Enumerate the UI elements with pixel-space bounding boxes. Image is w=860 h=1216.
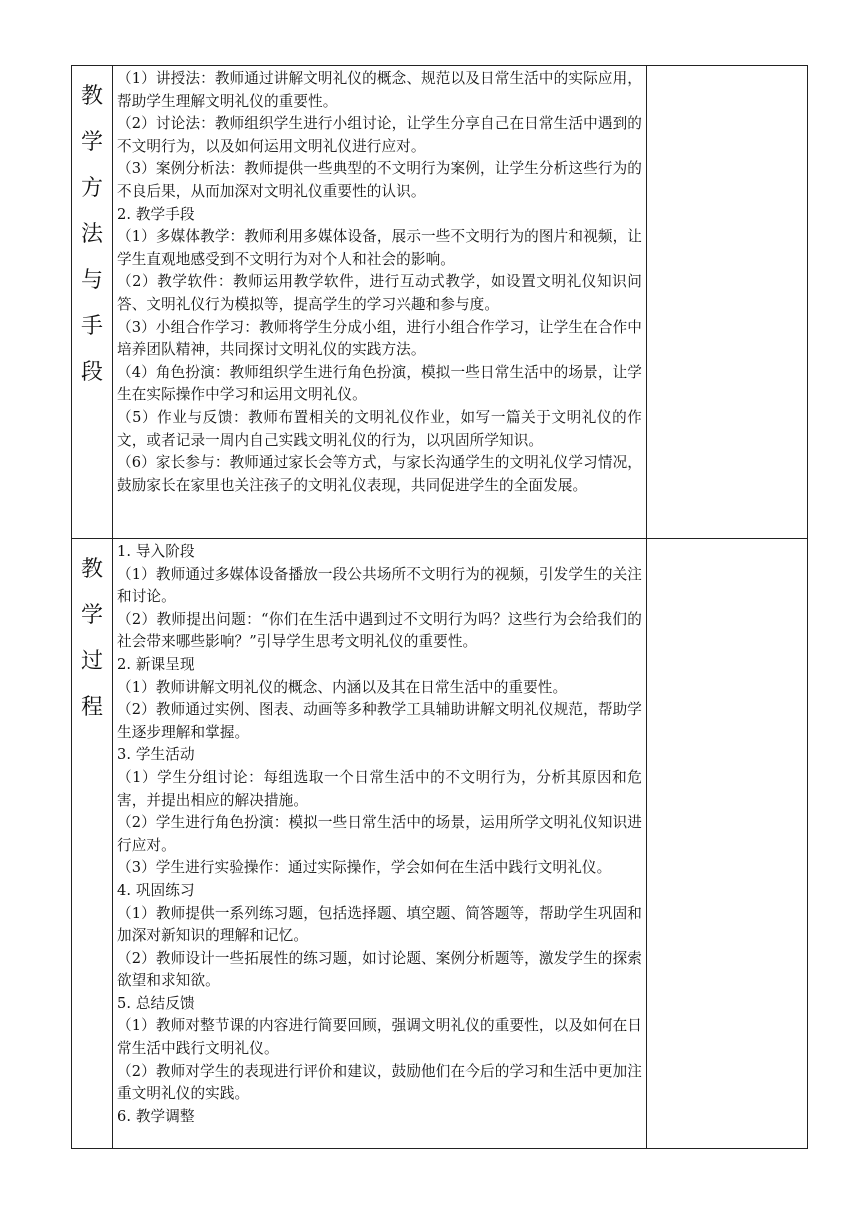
section-heading: 2. 教学手段 [117, 205, 195, 223]
section-label-char: 教 [80, 557, 103, 582]
paragraph: （2）讨论法：教师组织学生进行小组讨论，让学生分享自己在日常生活中遇到的不文明行为，以及如何运用文明礼仪进行应对。 [117, 115, 642, 155]
section-label-process [72, 539, 113, 1149]
section-row-process [72, 539, 808, 1149]
section-note-process [647, 539, 808, 1149]
paragraph: （3）学生进行实验操作：通过实际操作，学会如何在生活中践行文明礼仪。 [117, 859, 612, 877]
paragraph: （4）角色扮演：教师组织学生进行角色扮演，模拟一些日常生活中的场景，让学生在实际操作中学习和运用文明礼仪。 [117, 363, 642, 404]
section-heading: 5. 总结反馈 [117, 994, 195, 1012]
paragraph: （1）教师提供一系列练习题，包括选择题、填空题、简答题等，帮助学生巩固和加深对新知识的理解和记忆。 [117, 904, 642, 945]
paragraph: （2）教师对学生的表现进行评价和建议，鼓励他们在今后的学习和生活中更加注重文明礼仪的实践。 [117, 1062, 642, 1103]
section-content-process [113, 539, 647, 1149]
paragraph: （2）学生进行角色扮演：模拟一些日常生活中的场景，运用所学文明礼仪知识进行应对。 [117, 814, 642, 854]
section-heading: 1. 导入阶段 [117, 543, 195, 560]
paragraph: （1）讲授法：教师通过讲解文明礼仪的概念、规范以及日常生活中的实际应用，帮助学生理解文明礼仪的重要性。 [117, 70, 642, 110]
paragraph: （3）案例分析法：教师提供一些典型的不文明行为案例，让学生分析这些行为的不良后果，从而加深对文明礼仪重要性的认识。 [117, 160, 642, 200]
section-label-char: 段 [80, 360, 103, 385]
section-label-char: 方 [80, 176, 103, 201]
section-label-char: 法 [80, 222, 103, 247]
section-heading: 6. 教学调整 [117, 1107, 195, 1125]
paragraph: （3）小组合作学习：教师将学生分成小组，进行小组合作学习，让学生在合作中培养团队精神，共同探讨文明礼仪的实践方法。 [117, 318, 642, 359]
lesson-plan-table [71, 65, 808, 1149]
section-label-char: 过 [80, 649, 103, 674]
section-label-char: 手 [80, 314, 103, 339]
section-label-char: 与 [80, 268, 103, 293]
paragraph: （2）教学软件：教师运用教学软件，进行互动式教学，如设置文明礼仪知识问答、文明礼仪行为模拟等，提高学生的学习兴趣和参与度。 [117, 273, 642, 313]
section-content-methods [113, 66, 647, 539]
section-label-char: 教 [80, 84, 103, 109]
paragraph: （1）多媒体教学：教师利用多媒体设备，展示一些不文明行为的图片和视频，让学生直观地感受到不文明行为对个人和社会的影响。 [117, 228, 642, 268]
paragraph: （2）教师设计一些拓展性的练习题，如讨论题、案例分析题等，激发学生的探索欲望和求知欲。 [117, 949, 642, 990]
paragraph: （6）家长参与：教师通过家长会等方式，与家长沟通学生的文明礼仪学习情况，鼓励家长在家里也关注孩子的文明礼仪表现，共同促进学生的全面发展。 [117, 454, 642, 494]
paragraph: （1）教师讲解文明礼仪的概念、内涵以及其在日常生活中的重要性。 [117, 678, 568, 696]
paragraph: （5）作业与反馈：教师布置相关的文明礼仪作业，如写一篇关于文明礼仪的作文，或者记录一周内自己实践文明礼仪的行为，以巩固所学知识。 [117, 408, 642, 449]
section-note-methods [647, 66, 808, 539]
paragraph: （1）教师通过多媒体设备播放一段公共场所不文明行为的视频，引发学生的关注和讨论。 [117, 565, 642, 606]
section-label-methods [72, 66, 113, 539]
section-label-char: 程 [80, 695, 103, 720]
section-heading: 2. 新课呈现 [117, 655, 195, 673]
section-heading: 3. 学生活动 [117, 746, 195, 764]
section-label-char: 学 [80, 603, 103, 628]
section-row-methods [72, 66, 808, 539]
paragraph: （1）学生分组讨论：每组选取一个日常生活中的不文明行为，分析其原因和危害，并提出相应的解决措施。 [117, 768, 642, 809]
paragraph: （2）教师提出问题：“你们在生活中遇到过不文明行为吗？这些行为会给我们的社会带来哪些影响？”引导学生思考文明礼仪的重要性。 [117, 610, 642, 651]
section-heading: 4. 巩固练习 [117, 881, 195, 899]
paragraph: （1）教师对整节课的内容进行简要回顾，强调文明礼仪的重要性，以及如何在日常生活中践行文明礼仪。 [117, 1017, 642, 1058]
section-label-char: 学 [80, 130, 103, 155]
paragraph: （2）教师通过实例、图表、动画等多种教学工具辅助讲解文明礼仪规范，帮助学生逐步理解和掌握。 [117, 701, 642, 741]
